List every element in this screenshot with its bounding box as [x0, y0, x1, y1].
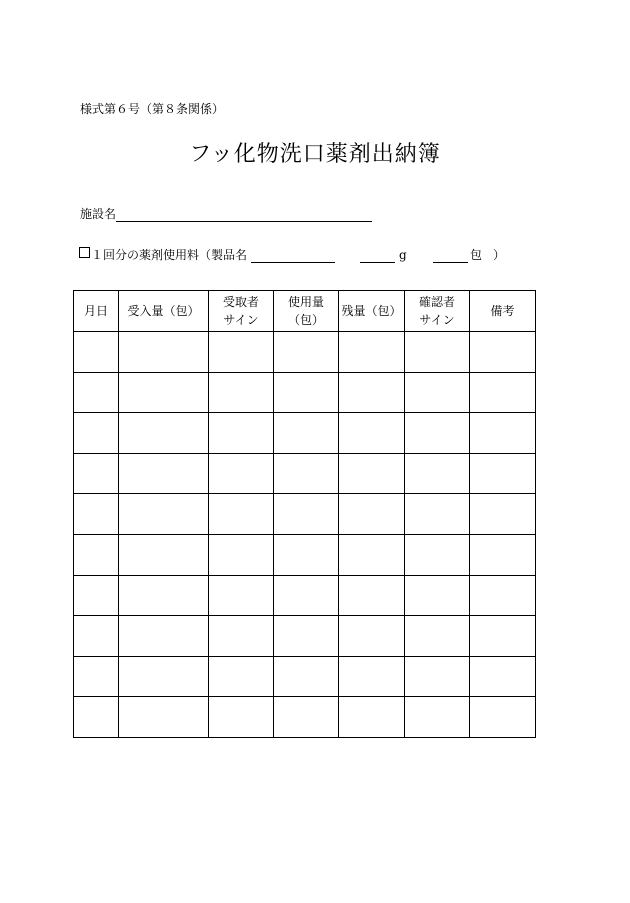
table-cell[interactable]: [119, 413, 209, 454]
table-cell[interactable]: [470, 332, 536, 373]
table-cell[interactable]: [339, 494, 405, 535]
table-row: [74, 453, 536, 494]
close-paren: ）: [493, 248, 506, 262]
table-cell[interactable]: [405, 575, 470, 616]
header-row: [74, 291, 536, 332]
table-cell[interactable]: [470, 413, 536, 454]
table-cell[interactable]: [274, 534, 339, 575]
ledger-table: [73, 290, 536, 738]
table-cell[interactable]: [339, 616, 405, 657]
form-number: 様式第６号（第８条関係）: [80, 102, 225, 116]
table-row: [74, 697, 536, 738]
table-row: [74, 616, 536, 657]
unit-g: g: [399, 248, 407, 262]
table-cell[interactable]: [74, 372, 119, 413]
table-cell[interactable]: [74, 494, 119, 535]
header-label-line2: サイン: [419, 313, 455, 327]
table-row: [74, 534, 536, 575]
table-cell[interactable]: [470, 453, 536, 494]
table-cell[interactable]: [339, 656, 405, 697]
checkbox[interactable]: [79, 247, 90, 258]
table-row: [74, 494, 536, 535]
unit-pack: 包: [470, 248, 483, 262]
table-cell[interactable]: [274, 656, 339, 697]
table-cell[interactable]: [470, 697, 536, 738]
table-cell[interactable]: [209, 332, 274, 373]
table-row: [74, 372, 536, 413]
grams-line[interactable]: [360, 262, 395, 263]
table-cell[interactable]: [119, 575, 209, 616]
table-cell[interactable]: [274, 575, 339, 616]
table-cell[interactable]: [339, 534, 405, 575]
table-cell[interactable]: [274, 697, 339, 738]
table-cell[interactable]: [405, 616, 470, 657]
product-name-line[interactable]: [251, 262, 335, 263]
table-cell[interactable]: [274, 616, 339, 657]
header-label: 残量（包）: [341, 304, 402, 318]
table-cell[interactable]: [470, 534, 536, 575]
table-cell[interactable]: [209, 494, 274, 535]
dose-prefix: １回分の薬剤使用料（製品名: [91, 248, 248, 262]
header-received-qty: [119, 291, 209, 332]
table-cell[interactable]: [119, 656, 209, 697]
facility-label: 施設名: [80, 207, 117, 221]
header-label-line2: （包）: [287, 313, 324, 327]
table-cell[interactable]: [74, 453, 119, 494]
table-cell[interactable]: [119, 534, 209, 575]
header-used-qty: [274, 291, 339, 332]
table-cell[interactable]: [74, 413, 119, 454]
table-cell[interactable]: [339, 697, 405, 738]
header-label: 月日: [83, 304, 108, 318]
table-cell[interactable]: [405, 372, 470, 413]
header-checker-sign: [405, 291, 470, 332]
table-cell[interactable]: [274, 332, 339, 373]
table-cell[interactable]: [339, 332, 405, 373]
table-cell[interactable]: [405, 453, 470, 494]
table-cell[interactable]: [209, 453, 274, 494]
table-cell[interactable]: [74, 534, 119, 575]
packs-line[interactable]: [433, 262, 468, 263]
table-cell[interactable]: [209, 372, 274, 413]
header-label: 受取者: [222, 295, 259, 309]
table-cell[interactable]: [274, 494, 339, 535]
table-cell[interactable]: [119, 332, 209, 373]
table-cell[interactable]: [74, 575, 119, 616]
table-cell[interactable]: [274, 453, 339, 494]
page-title: フッ化物洗口薬剤出納簿: [189, 142, 441, 167]
table-cell[interactable]: [470, 575, 536, 616]
table-cell[interactable]: [405, 656, 470, 697]
facility-name-line[interactable]: [116, 221, 372, 222]
table-cell[interactable]: [339, 575, 405, 616]
table-cell[interactable]: [405, 697, 470, 738]
header-remaining-qty: [339, 291, 405, 332]
table-cell[interactable]: [405, 534, 470, 575]
table-cell[interactable]: [405, 413, 470, 454]
table-cell[interactable]: [339, 453, 405, 494]
table-row: [74, 413, 536, 454]
table-cell[interactable]: [470, 656, 536, 697]
table-cell[interactable]: [119, 494, 209, 535]
table-cell[interactable]: [470, 616, 536, 657]
table-cell[interactable]: [209, 616, 274, 657]
table-cell[interactable]: [119, 372, 209, 413]
table-cell[interactable]: [339, 372, 405, 413]
header-label-line2: サイン: [223, 313, 259, 327]
header-remarks: [470, 291, 536, 332]
facility-field: [80, 206, 116, 222]
table-row: [74, 656, 536, 697]
table-cell[interactable]: [209, 413, 274, 454]
table-cell[interactable]: [339, 413, 405, 454]
table-cell[interactable]: [209, 656, 274, 697]
header-receiver-sign: [209, 291, 274, 332]
dose-line: [79, 247, 599, 265]
table-cell[interactable]: [209, 697, 274, 738]
table-cell[interactable]: [470, 494, 536, 535]
table-cell[interactable]: [74, 656, 119, 697]
header-date: [74, 291, 119, 332]
table-row: [74, 575, 536, 616]
table-cell[interactable]: [74, 616, 119, 657]
table-cell[interactable]: [74, 697, 119, 738]
header-label: 使用量: [287, 295, 324, 309]
header-label: 受入量（包）: [127, 304, 200, 318]
table-cell[interactable]: [209, 534, 274, 575]
table-cell[interactable]: [470, 372, 536, 413]
table-cell[interactable]: [209, 575, 274, 616]
header-label: 備考: [490, 304, 515, 318]
table-row: [74, 332, 536, 373]
header-label: 確認者: [418, 295, 455, 309]
table-cell[interactable]: [274, 372, 339, 413]
table-cell[interactable]: [119, 453, 209, 494]
table-cell[interactable]: [119, 697, 209, 738]
table-cell[interactable]: [119, 616, 209, 657]
table-cell[interactable]: [405, 494, 470, 535]
table-cell[interactable]: [274, 413, 339, 454]
table-cell[interactable]: [74, 332, 119, 373]
table-cell[interactable]: [405, 332, 470, 373]
